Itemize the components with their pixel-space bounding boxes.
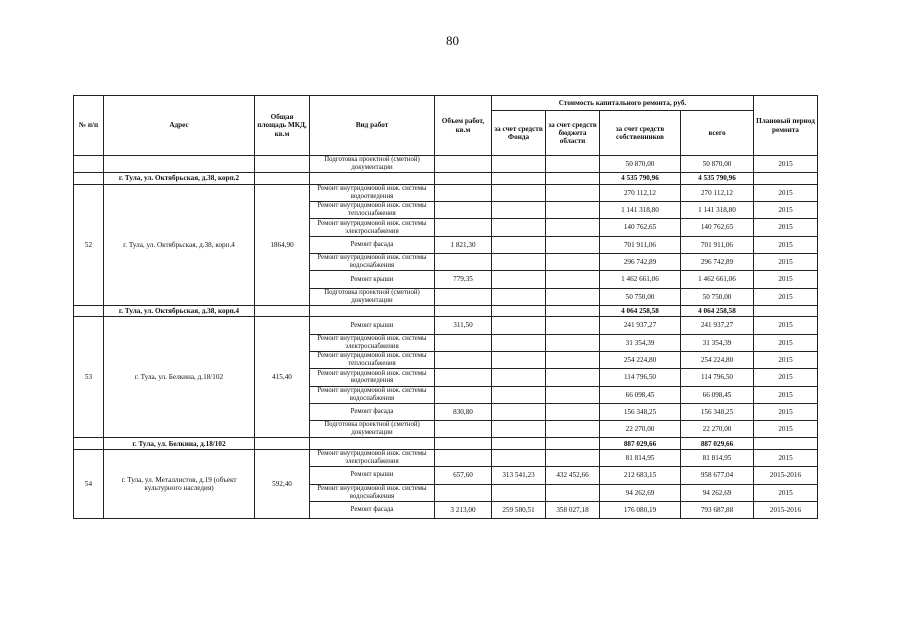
address-cell: г. Тула, ул. Белкина, д.18/102 (104, 317, 255, 438)
total-cell: 1 141 318,80 (681, 202, 754, 219)
fund-cell (492, 288, 546, 305)
fund-cell (492, 219, 546, 236)
area-cell (255, 156, 310, 173)
page-number: 80 (446, 33, 459, 48)
work-cell: Ремонт крыши (310, 317, 435, 334)
owners-cell: 50 750,00 (600, 288, 681, 305)
owners-cell: 66 098,45 (600, 386, 681, 403)
period-cell: 2015 (754, 403, 818, 420)
region-cell (546, 334, 600, 351)
region-cell (546, 202, 600, 219)
work-cell: Ремонт внутридомовой инж. системы электроснабжения (310, 334, 435, 351)
area-cell (255, 438, 310, 450)
region-cell (546, 219, 600, 236)
work-cell: Ремонт внутридомовой инж. системы водоотведения (310, 184, 435, 201)
total-cell: 701 911,06 (681, 236, 754, 253)
period-cell: 2015 (754, 449, 818, 466)
owners-cell: 1 462 661,06 (600, 271, 681, 288)
volume-cell (435, 202, 492, 219)
header-num: № п/п (74, 96, 104, 156)
owners-cell: 701 911,06 (600, 236, 681, 253)
total-cell: 114 796,50 (681, 369, 754, 386)
total-cell: 140 762,65 (681, 219, 754, 236)
fund-cell (492, 449, 546, 466)
header-period: Плановый период ремонта (754, 96, 818, 156)
region-cell (546, 156, 600, 173)
volume-cell (435, 219, 492, 236)
period-cell (754, 305, 818, 317)
volume-cell (435, 484, 492, 501)
num-cell: 53 (74, 317, 104, 438)
fund-cell (492, 351, 546, 368)
volume-cell: 3 213,00 (435, 501, 492, 518)
work-cell: Ремонт крыши (310, 271, 435, 288)
total-cell: 31 354,39 (681, 334, 754, 351)
subtotal-row (74, 305, 818, 317)
table-row (74, 317, 818, 334)
period-cell (754, 173, 818, 185)
total-cell: 22 270,00 (681, 421, 754, 438)
region-cell (546, 271, 600, 288)
total-cell: 241 937,27 (681, 317, 754, 334)
work-cell: Ремонт внутридомовой инж. системы водоснабжения (310, 253, 435, 270)
address-cell (104, 156, 255, 173)
fund-cell (492, 317, 546, 334)
owners-cell: 1 141 318,80 (600, 202, 681, 219)
owners-cell: 296 742,89 (600, 253, 681, 270)
volume-cell: 657,60 (435, 467, 492, 484)
volume-cell: 779,35 (435, 271, 492, 288)
num-cell: 54 (74, 449, 104, 518)
header-address: Адрес (104, 96, 255, 156)
period-cell: 2015 (754, 369, 818, 386)
region-cell (546, 421, 600, 438)
work-cell: Ремонт фасада (310, 501, 435, 518)
period-cell: 2015 (754, 351, 818, 368)
period-cell: 2015 (754, 288, 818, 305)
total-cell: 887 029,66 (681, 438, 754, 450)
work-cell: Ремонт внутридомовой инж. системы водоснабжения (310, 386, 435, 403)
work-cell: Подготовка проектной (сметной) документации (310, 156, 435, 173)
work-cell: Ремонт внутридомовой инж. системы водоснабжения (310, 484, 435, 501)
table-row (74, 184, 818, 201)
capital-repair-table (73, 95, 818, 519)
address-cell: г. Тула, ул. Металлистов, д.19 (объект культурного наследия) (104, 449, 255, 518)
work-cell: Ремонт внутридомовой инж. системы теплоснабжения (310, 202, 435, 219)
total-cell: 50 750,00 (681, 288, 754, 305)
region-cell (546, 317, 600, 334)
total-cell: 958 677,04 (681, 467, 754, 484)
fund-cell (492, 438, 546, 450)
region-cell (546, 484, 600, 501)
table-row (74, 449, 818, 466)
total-cell: 1 462 661,06 (681, 271, 754, 288)
area-cell: 1864,90 (255, 184, 310, 305)
fund-cell (492, 236, 546, 253)
period-cell: 2015 (754, 236, 818, 253)
fund-cell (492, 184, 546, 201)
volume-cell (435, 449, 492, 466)
fund-cell (492, 156, 546, 173)
work-cell: Подготовка проектной (сметной) документации (310, 288, 435, 305)
region-cell (546, 305, 600, 317)
period-cell: 2015 (754, 334, 818, 351)
volume-cell: 311,50 (435, 317, 492, 334)
region-cell: 358 027,18 (546, 501, 600, 518)
work-cell (310, 173, 435, 185)
area-cell: 592,40 (255, 449, 310, 518)
fund-cell (492, 271, 546, 288)
total-cell: 4 064 258,58 (681, 305, 754, 317)
fund-cell (492, 202, 546, 219)
num-cell (74, 438, 104, 450)
work-cell: Ремонт внутридомовой инж. системы электроснабжения (310, 219, 435, 236)
subtotal-label: г. Тула, ул. Октябрьская, д.38, корп.2 (104, 173, 255, 185)
total-cell: 156 348,25 (681, 403, 754, 420)
owners-cell: 114 796,50 (600, 369, 681, 386)
fund-cell (492, 421, 546, 438)
owners-cell: 254 224,80 (600, 351, 681, 368)
fund-cell: 259 580,51 (492, 501, 546, 518)
period-cell: 2015 (754, 253, 818, 270)
owners-cell: 270 112,12 (600, 184, 681, 201)
volume-cell (435, 438, 492, 450)
volume-cell (435, 253, 492, 270)
volume-cell: 1 821,30 (435, 236, 492, 253)
header-volume: Объем работ, кв.м (435, 96, 492, 156)
total-cell: 270 112,12 (681, 184, 754, 201)
work-cell: Подготовка проектной (сметной) документации (310, 421, 435, 438)
subtotal-label: г. Тула, ул. Октябрьская, д.38, корп.4 (104, 305, 255, 317)
owners-cell: 50 870,00 (600, 156, 681, 173)
header-fund: за счет средств Фонда (492, 111, 546, 156)
region-cell (546, 173, 600, 185)
work-cell: Ремонт внутридомовой инж. системы электроснабжения (310, 449, 435, 466)
volume-cell (435, 173, 492, 185)
fund-cell (492, 369, 546, 386)
volume-cell (435, 421, 492, 438)
total-cell: 94 262,69 (681, 484, 754, 501)
total-cell: 793 687,88 (681, 501, 754, 518)
work-cell: Ремонт фасада (310, 236, 435, 253)
region-cell: 432 452,66 (546, 467, 600, 484)
fund-cell (492, 386, 546, 403)
region-cell (546, 449, 600, 466)
owners-cell: 4 064 258,58 (600, 305, 681, 317)
owners-cell: 140 762,65 (600, 219, 681, 236)
fund-cell (492, 403, 546, 420)
owners-cell: 212 683,15 (600, 467, 681, 484)
header-area: Общая площадь МКД, кв.м (255, 96, 310, 156)
owners-cell: 176 080,19 (600, 501, 681, 518)
fund-cell (492, 173, 546, 185)
header-region: за счет средств бюджета области (546, 111, 600, 156)
region-cell (546, 369, 600, 386)
fund-cell (492, 253, 546, 270)
period-cell: 2015 (754, 421, 818, 438)
work-cell: Ремонт внутридомовой инж. системы теплоснабжения (310, 351, 435, 368)
header-total: всего (681, 111, 754, 156)
region-cell (546, 351, 600, 368)
num-cell (74, 305, 104, 317)
region-cell (546, 438, 600, 450)
address-cell: г. Тула, ул. Октябрьская, д.38, корп.4 (104, 184, 255, 305)
header-cost-group: Стоимость капитального ремонта, руб. (492, 96, 754, 111)
fund-cell (492, 334, 546, 351)
region-cell (546, 184, 600, 201)
owners-cell: 4 535 790,96 (600, 173, 681, 185)
period-cell: 2015 (754, 219, 818, 236)
work-cell: Ремонт внутридомовой инж. системы водоотведения (310, 369, 435, 386)
fund-cell (492, 305, 546, 317)
volume-cell (435, 334, 492, 351)
work-cell (310, 305, 435, 317)
period-cell: 2015 (754, 202, 818, 219)
subtotal-row (74, 173, 818, 185)
region-cell (546, 288, 600, 305)
total-cell: 81 814,95 (681, 449, 754, 466)
subtotal-row (74, 438, 818, 450)
header-owners: за счет средств собственников (600, 111, 681, 156)
fund-cell (492, 484, 546, 501)
area-cell (255, 305, 310, 317)
total-cell: 4 535 790,96 (681, 173, 754, 185)
period-cell: 2015 (754, 184, 818, 201)
period-cell: 2015-2016 (754, 467, 818, 484)
period-cell: 2015 (754, 484, 818, 501)
volume-cell (435, 184, 492, 201)
header-work-type: Вид работ (310, 96, 435, 156)
work-cell: Ремонт фасада (310, 403, 435, 420)
period-cell (754, 438, 818, 450)
total-cell: 50 870,00 (681, 156, 754, 173)
subtotal-label: г. Тула, ул. Белкина, д.18/102 (104, 438, 255, 450)
owners-cell: 887 029,66 (600, 438, 681, 450)
volume-cell (435, 386, 492, 403)
work-cell: Ремонт крыши (310, 467, 435, 484)
area-cell: 415,40 (255, 317, 310, 438)
region-cell (546, 403, 600, 420)
period-cell: 2015 (754, 386, 818, 403)
owners-cell: 31 354,39 (600, 334, 681, 351)
period-cell: 2015 (754, 317, 818, 334)
volume-cell (435, 351, 492, 368)
owners-cell: 156 348,25 (600, 403, 681, 420)
owners-cell: 241 937,27 (600, 317, 681, 334)
volume-cell (435, 288, 492, 305)
region-cell (546, 386, 600, 403)
num-cell (74, 173, 104, 185)
total-cell: 66 098,45 (681, 386, 754, 403)
period-cell: 2015-2016 (754, 501, 818, 518)
volume-cell: 830,80 (435, 403, 492, 420)
period-cell: 2015 (754, 156, 818, 173)
total-cell: 296 742,89 (681, 253, 754, 270)
num-cell (74, 156, 104, 173)
owners-cell: 22 270,00 (600, 421, 681, 438)
num-cell: 52 (74, 184, 104, 305)
total-cell: 254 224,80 (681, 351, 754, 368)
region-cell (546, 253, 600, 270)
area-cell (255, 173, 310, 185)
region-cell (546, 236, 600, 253)
volume-cell (435, 369, 492, 386)
owners-cell: 81 814,95 (600, 449, 681, 466)
fund-cell: 313 541,23 (492, 467, 546, 484)
owners-cell: 94 262,69 (600, 484, 681, 501)
period-cell: 2015 (754, 271, 818, 288)
work-cell (310, 438, 435, 450)
volume-cell (435, 305, 492, 317)
table-row (74, 156, 818, 173)
volume-cell (435, 156, 492, 173)
